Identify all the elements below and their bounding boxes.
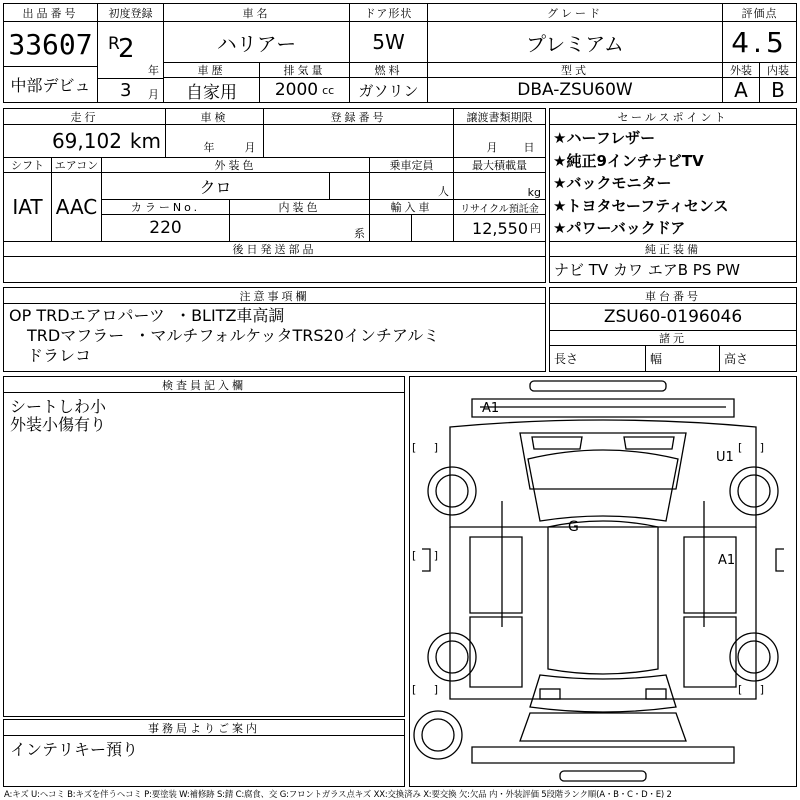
displacement-cell [260,78,350,102]
grade-label: グレード [428,4,723,22]
office-text: インテリキー預り [10,740,139,759]
legend: A:キズ U:ヘコミ B:キズを伴うヘコミ P:要塗装 W:補修跡 S:錆 C:腐食、交 G:フロントガラス点キズ XX:交換済み X:要交換 欠:欠品 内・外装評価 5段階ランク順(A・B・C・D・E) 2 [4,790,672,800]
transfer-label: 譲渡書類期限 [454,109,545,125]
exterior-label: 外装 [723,62,760,78]
model: DBA-ZSU60W [428,78,723,102]
office-label: 事務局よりご案内 [4,720,404,736]
later-parts-label: 後日発送部品 [4,241,545,257]
ac: AAC [52,173,102,241]
ext-color-cell [102,173,330,199]
displacement: 2000 [274,80,319,100]
car-diagram-box [409,376,797,787]
capacity-cell [370,173,454,199]
exterior-grade: A [723,78,760,102]
capacity-unit: 人 [438,185,449,198]
interior-label: 内装 [760,62,796,78]
displacement-label: 排気量 [260,62,350,78]
venue: 中部デビュ [4,66,98,102]
int-color-label: 内装色 [230,199,370,215]
inspector-line: シートしわ小 [10,397,107,416]
year-unit: 年 [148,64,159,77]
length-label: 長さ [550,346,646,371]
inspection-year-unit: 年 [203,141,215,154]
grade: プレミアム [428,22,723,62]
recycle-unit: 円 [530,222,541,235]
inspector-label: 検査員記入欄 [4,377,404,393]
color-no: 220 [102,215,230,241]
inspector-line: 外装小傷有り [10,415,107,434]
inspection-label: 車検 [166,109,264,125]
height-label: 高さ [724,352,749,366]
chassis-label: 車台番号 [550,288,796,304]
transfer-month-unit: 月 [486,141,498,154]
shift-label: シフト [4,157,52,173]
shift: IAT [4,173,52,241]
later-parts-cell [4,257,545,282]
plate-cell [264,125,454,157]
era: R [108,34,120,54]
reg-year: 2 [118,34,135,64]
bracket-left-1: [ ] [412,441,439,454]
equipment-label: 純正装備 [550,241,796,257]
sales-point-item: ★パワーバックドア [553,219,686,238]
import-cell [370,215,412,241]
fuel-label: 燃料 [350,62,428,78]
int-color-cell [230,215,370,241]
mark-front-left: A1 [482,401,500,416]
first-reg-label: 初度登録 [98,4,164,22]
car-name: ハリアー [164,22,350,62]
lot-no: 33607 [4,22,98,66]
load-cell [454,173,545,199]
ac-label: エアコン [52,157,102,173]
notes-line: OP TRDエアロパーツ ・BLITZ車高調 [9,306,285,325]
mark-roof: G [568,519,579,535]
history-label: 車歴 [164,62,260,78]
interior-grade: B [771,78,785,102]
width-label: 幅 [646,346,720,371]
bracket-right-1: [ ] [738,441,765,454]
car-diagram [410,377,796,786]
cc-unit: cc [322,83,335,97]
dims-label: 諸元 [550,330,796,346]
transfer-day-unit: 日 [523,141,535,154]
bracket-left-3: [ ] [412,683,439,696]
door: 5W [350,22,428,62]
equipment-value: ナビ TV カワ エアB PS PW [554,261,740,279]
fuel: ガソリン [350,78,428,102]
door-label: ドア形状 [350,4,428,22]
bracket-right-2: [ ] [738,683,765,696]
sales-point-item: ★トヨタセーフティセンス [553,196,729,215]
transfer-cell [454,125,545,157]
sales-point-item: ★純正9インチナビTV [553,151,704,170]
score: 4.5 [731,25,788,59]
mark-right-rear: A1 [718,553,736,568]
month-unit: 月 [148,88,159,101]
ext-color: クロ [199,177,232,197]
import-label: 輸入車 [370,199,454,215]
reg-month: 3 [120,80,132,101]
sales-point-item: ★ハーフレザー [553,129,656,147]
chassis-value: ZSU60-0196046 [603,307,743,327]
plate-label: 登録番号 [264,109,454,125]
capacity-label: 乗車定員 [370,157,454,173]
lot-no-label: 出品番号 [4,4,98,22]
ext-color-label: 外装色 [102,157,370,173]
mileage-label: 走行 [4,109,166,125]
mileage-cell [4,125,166,157]
bracket-left-2: [ ] [412,549,439,562]
mark-right-front: U1 [716,450,734,465]
recycle: 12,550 [472,218,528,238]
recycle-label: リサイクル預託金 [454,199,545,215]
notes-label: 注意事項欄 [4,288,545,304]
mileage: 69,102 [51,129,122,153]
history: 自家用 [164,78,260,102]
int-color-unit: 系 [354,227,365,240]
sales-points-label: セールスポイント [550,109,796,125]
inspection-month-unit: 月 [244,141,256,154]
load-label: 最大積載量 [454,157,545,173]
car-name-label: 車名 [164,4,350,22]
sales-points-list [553,127,728,240]
score-label: 評価点 [723,4,796,22]
km-unit: km [129,129,161,153]
ext-color-extra [330,173,370,199]
import-cell-2 [412,215,454,241]
load-unit: kg [527,186,541,199]
inspection-cell [166,125,264,157]
color-no-label: カラーNo. [102,199,230,215]
recycle-cell [454,215,545,241]
notes-line: ドラレコ [27,346,92,365]
notes-line: TRDマフラー ・マルチフォルケッタTRS20インチアルミ [27,326,440,345]
model-label: 型式 [428,62,723,78]
sales-point-item: ★バックモニター [553,174,672,193]
